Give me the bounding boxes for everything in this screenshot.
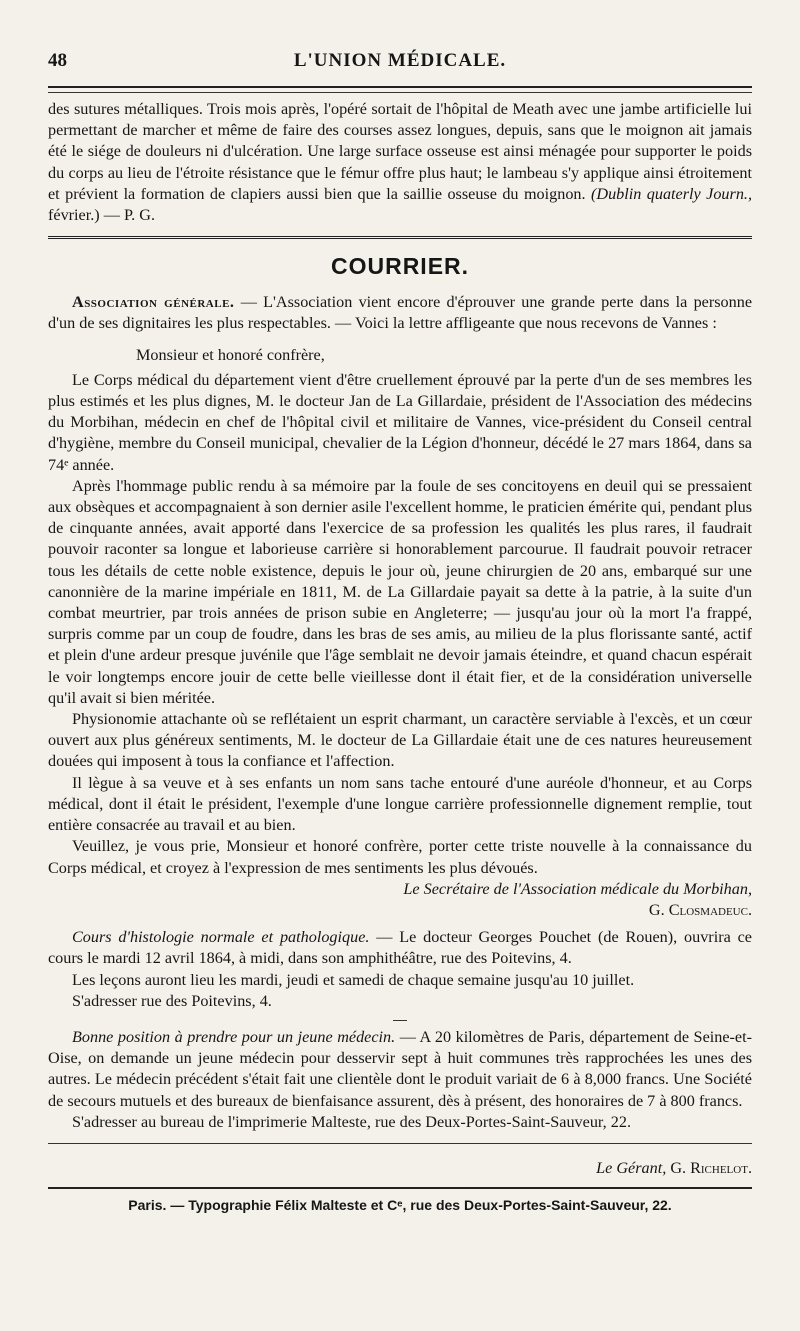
association-heading: Association générale.	[72, 293, 235, 312]
section-title: COURRIER.	[330, 253, 470, 280]
histology-schedule: Les leçons auront lieu les mardi, jeudi et samedi de chaque semaine jusqu'au 10 juillet.	[72, 970, 635, 989]
association-intro-text: — L'Association vient encore d'éprouver une grande perte dans la personne d'un de ses dignitaires les plus respectables. — Voici la lettre affligeante que nous recevons de Vannes :	[48, 293, 753, 333]
position-notice	[48, 1027, 752, 1112]
letter-paragraph: Physionomie attachante où se reflétaient un esprit charmant, un caractère serviable à l'excès, et un cœur ouvert aux plus généreux sentiments, M. le docteur de La Gillardaie était une de ces natures heureusement douées qui imposent à tous la confiance et l'affection.	[48, 710, 752, 771]
letter-salutation: Monsieur et honoré confrère,	[136, 345, 325, 364]
histology-address: S'adresser rue des Poitevins, 4.	[72, 991, 272, 1010]
histology-text: — Le docteur Georges Pouchet (de Rouen), ouvrira ce cours le mardi 12 avril 1864, à midi, dans son amphithéâtre, rue des Poitevins, 4.	[48, 928, 752, 968]
histology-title: Cours d'histologie normale et pathologique.	[72, 928, 370, 947]
imprint-rule	[48, 1187, 752, 1189]
letter-paragraph: Le Corps médical du département vient d'être cruellement éprouvé par la perte d'un de ses membres les plus estimés et les plus dignes, M. le docteur Jan de La Gillardaie, président de l'Association des médecins du Morbihan, médecin en chef de l'hôpital civil et militaire de Vannes, vice-président du Conseil central d'hygiène, membre du Conseil municipal, chevalier de la Légion d'honneur, décédé le 27 mars 1864, dans sa 74ᵉ année.	[48, 370, 752, 474]
gerant-label: Le Gérant,	[596, 1158, 667, 1177]
letter-paragraph: Après l'hommage public rendu à sa mémoire par la foule de ses concitoyens en deuil qui se pressaient aux obsèques et accompagnaient à son dernier asile l'excellent homme, le praticien émérite qui, pendant plus de cinquante années, avait apporté dans l'exercice de sa profession les qualités les plus rares, il faudrait pouvoir raconter sa longue et laborieuse carrière si honorablement parcourue. Il faudrait pouvoir retracer tous les détails de cette noble existence, depuis le jour où, jeune chirurgien de 20 ans, embarqué sur une canonnière de la marine impériale en 1811, M. de La Gillardaie payait sa dette à la patrie, à la suite d'un combat meurtrier, par trois années de prison subie en Angleterre; — jusqu'au jour où la mort l'a frappé, surpris comme par un coup de foudre, dans les bras de ses amis, au milieu de la plus florissante santé, actif et plein d'une ardeur presque juvénile que l'âge semblait ne devoir jamais éteindre, et quand chacun espérait le voir longtemps encore jouir de cette belle vieillesse dont il était fier, et de la considération universelle qu'il avait si bien méritée.	[48, 476, 752, 707]
printer-imprint: Paris. — Typographie Félix Malteste et Cᵉ, rue des Deux-Portes-Saint-Sauveur, 22.	[128, 1197, 672, 1214]
letter-signature-name: G. Closmadeuc.	[648, 900, 752, 919]
page-header	[48, 48, 752, 80]
header-rule	[48, 86, 752, 88]
letter-paragraph: Il lègue à sa veuve et à ses enfants un nom sans tache entouré d'une auréole d'honneur, et au Corps médical, dont il était le président, l'exemple d'une longue carrière professionnelle dignement remplie, tout entière consacrée au travail et au bien.	[48, 773, 752, 835]
histology-notice	[48, 927, 752, 969]
position-address: S'adresser au bureau de l'imprimerie Malteste, rue des Deux-Portes-Saint-Sauveur, 22.	[72, 1112, 631, 1131]
association-intro	[48, 292, 752, 334]
position-title: Bonne position à prendre pour un jeune médecin.	[72, 1027, 396, 1046]
section-divider	[48, 236, 752, 239]
previous-article-source: (Dublin quaterly Journ.,	[591, 184, 753, 203]
notice-divider	[393, 1020, 407, 1021]
previous-article-text	[48, 99, 752, 226]
previous-article-body: des sutures métalliques. Trois mois après, l'opéré sortait de l'hôpital de Meath avec une jambe artificielle lui permettant de marcher et même de faire des courses assez longues, depuis, sans que le moignon ait jamais été le siége de douleurs ni d'ulcération. Une large surface osseuse est ainsi ménagée pour supporter le poids du corps au lieu de l'étroite résistance que le fémur offre plus haut; le lambeau s'y applique ainsi étroitement et prévient la formation de clapiers aussi bien que la saillie osseuse du moignon.	[48, 100, 752, 203]
footer-rule	[48, 1143, 752, 1144]
gerant-signature	[48, 1158, 752, 1179]
page	[48, 48, 752, 1213]
journal-title: L'UNION MÉDICALE.	[293, 50, 507, 71]
header-rule-thin	[48, 92, 752, 93]
letter-paragraph: Veuillez, je vous prie, Monsieur et honoré confrère, porter cette triste nouvelle à la connaissance du Corps médical, et croyez à l'expression de mes sentiments les plus dévoués.	[48, 837, 752, 877]
previous-article-source-end: février.) — P. G.	[48, 206, 155, 225]
page-number: 48	[48, 50, 67, 71]
gerant-name: G. Richelot.	[670, 1158, 752, 1177]
letter-signature-title: Le Secrétaire de l'Association médicale du Morbihan,	[403, 879, 752, 898]
position-text: — A 20 kilomètres de Paris, département de Seine-et-Oise, on demande un jeune médecin pour desservir sept à huit communes très rapprochées les unes des autres. Le médecin précédent s'était fait une clientèle dont le produit variait de 6 à 8,000 francs. Une Société de secours mutuels et des bureaux de bienfaisance assurent, dès à présent, des honoraires de 7 à 800 francs.	[48, 1027, 752, 1110]
